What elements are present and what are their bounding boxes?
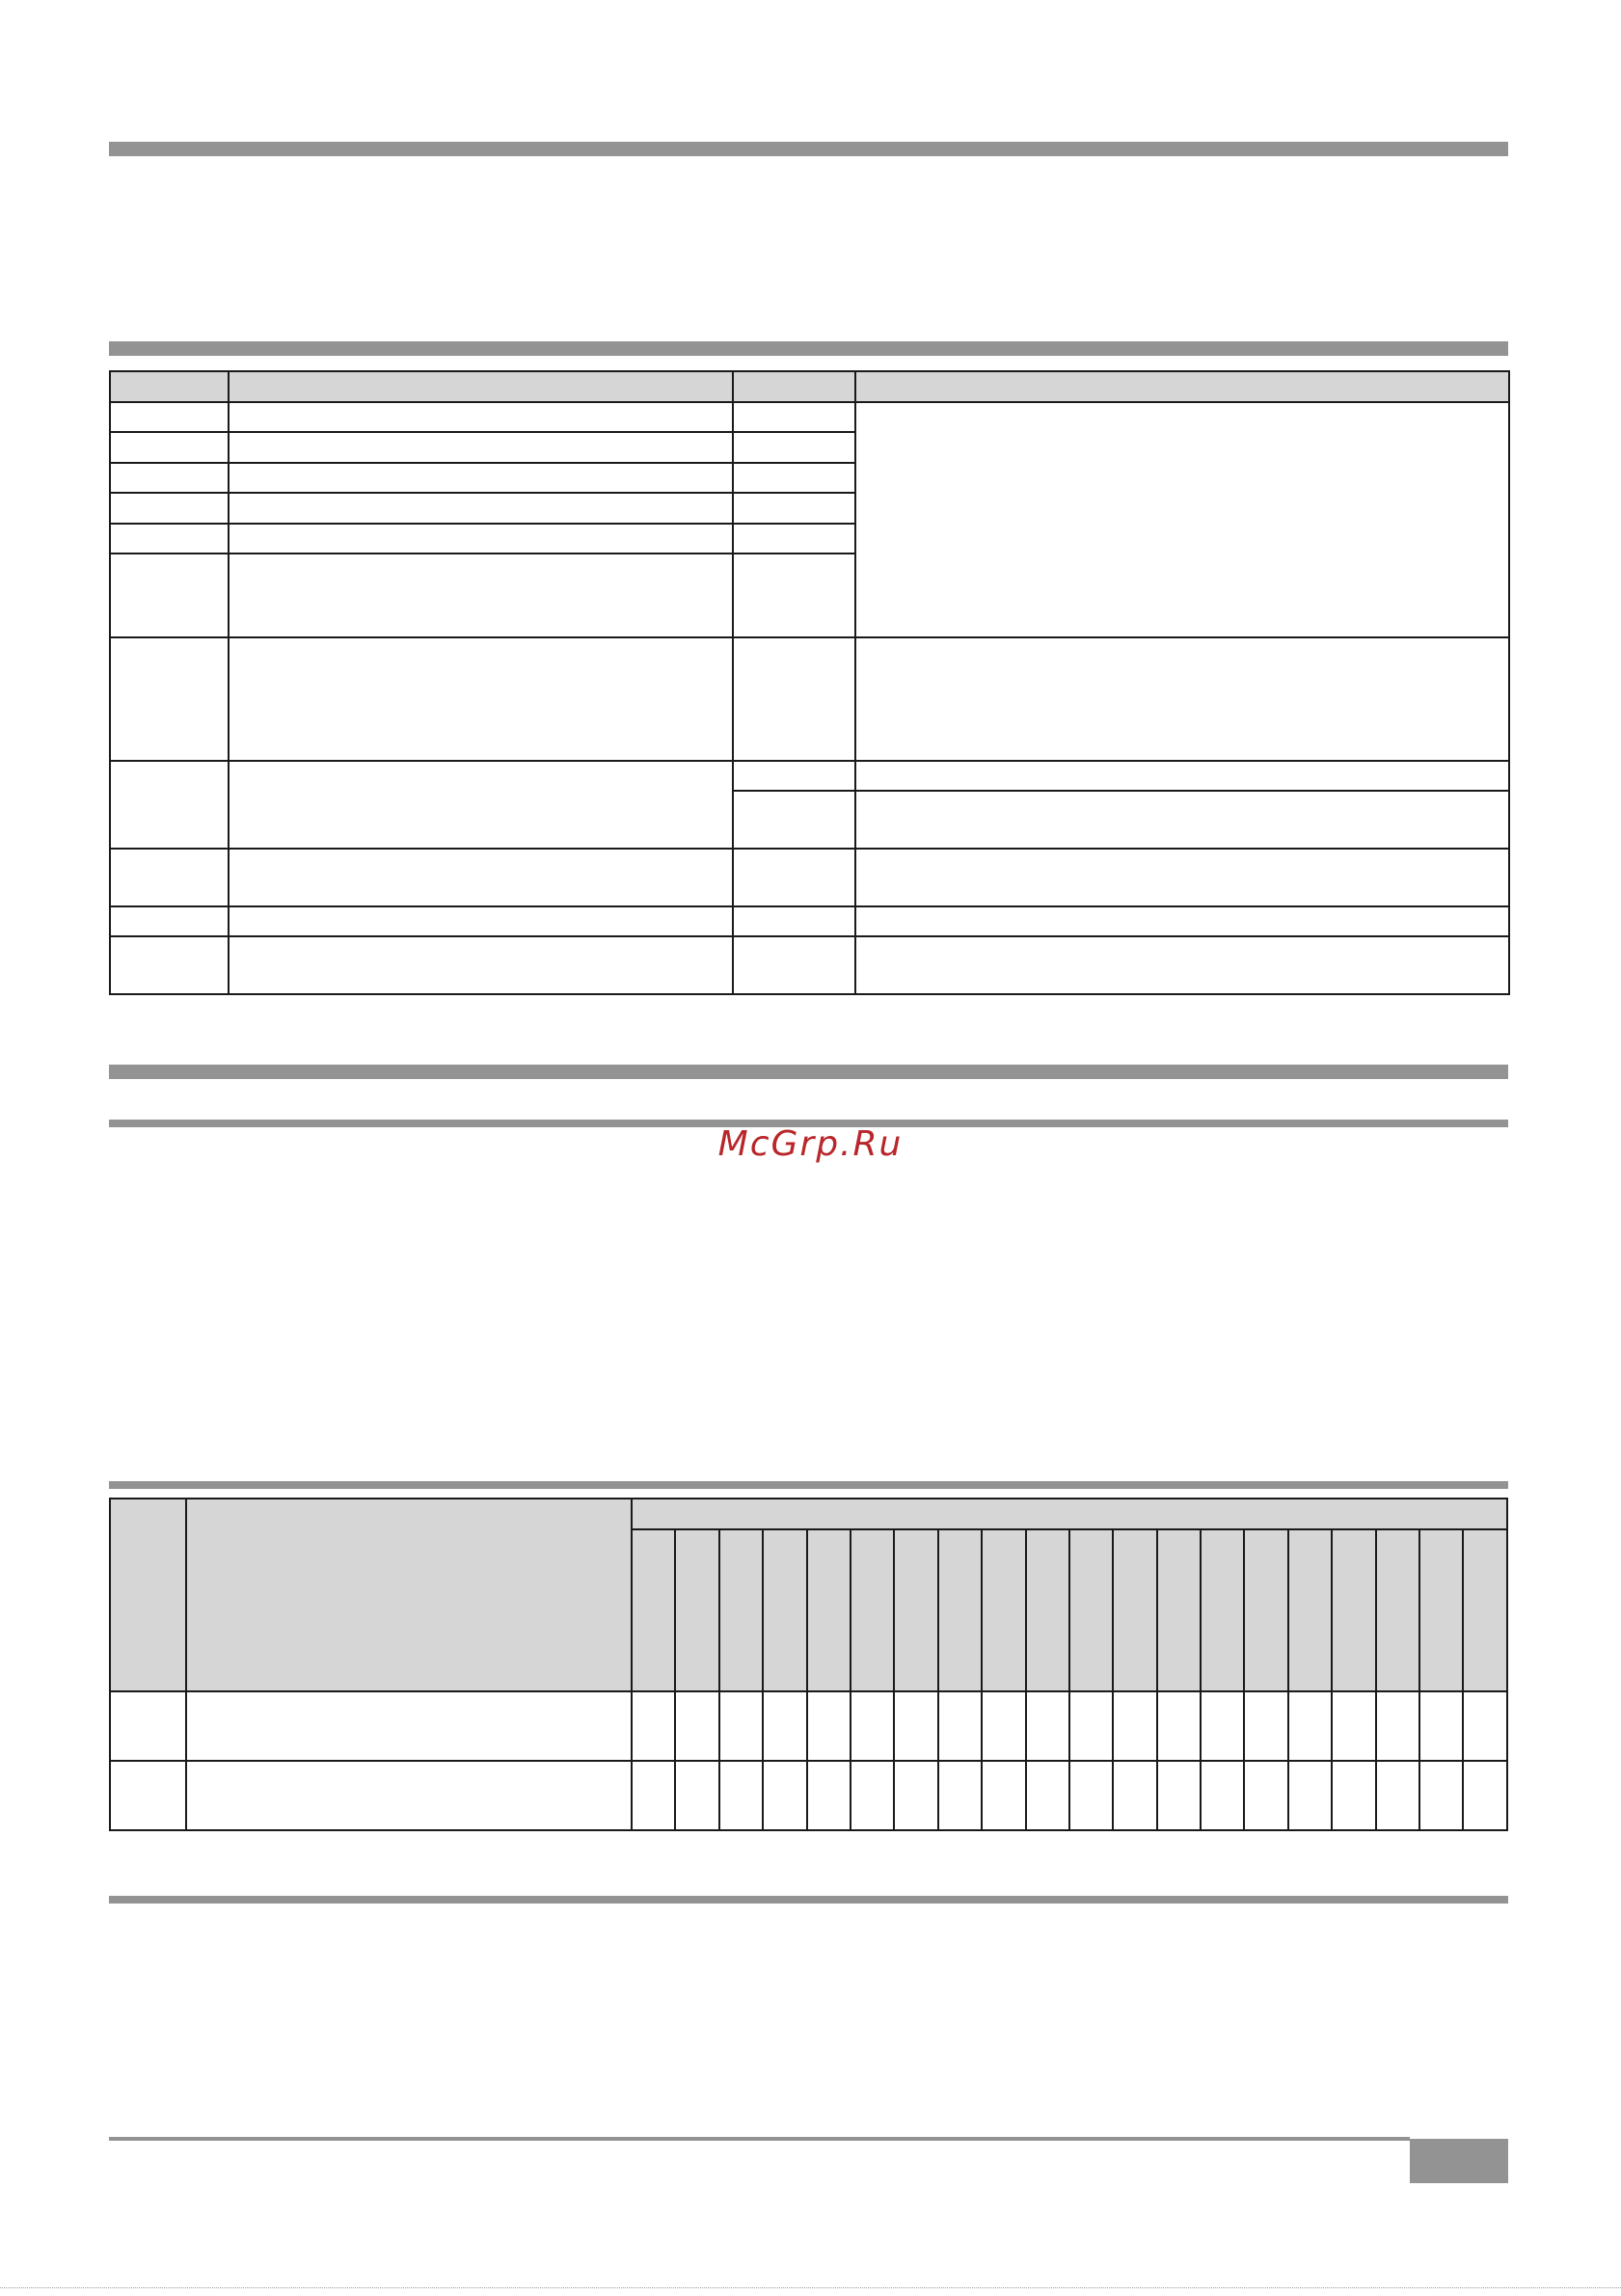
matrix-cell (807, 1691, 851, 1761)
table-cell (229, 493, 733, 524)
table-cell (229, 849, 733, 906)
header-cell (733, 371, 855, 402)
table-header-row (110, 371, 1509, 402)
matrix-cell (1376, 1691, 1419, 1761)
header-cell (855, 371, 1509, 402)
table-row (110, 849, 1509, 906)
matrix-cell (1463, 1691, 1507, 1761)
table-cell (110, 637, 229, 761)
section-rule-2 (109, 1065, 1508, 1079)
column-header-cell (632, 1529, 675, 1691)
matrix-cell (851, 1691, 894, 1761)
column-header-cell (1463, 1529, 1507, 1691)
spec-table (109, 370, 1510, 995)
column-header-cell (1026, 1529, 1069, 1691)
matrix-cell (1069, 1691, 1113, 1761)
matrix-cell (982, 1691, 1025, 1761)
table-cell (855, 791, 1509, 849)
table-cell (110, 1691, 186, 1761)
table-cell (229, 463, 733, 493)
table-cell (733, 936, 855, 994)
table-cell (733, 791, 855, 849)
column-header-cell (1113, 1529, 1156, 1691)
matrix-cell (938, 1761, 982, 1830)
table-cell (733, 493, 855, 524)
table-cell (733, 761, 855, 791)
column-header-cell (1288, 1529, 1332, 1691)
table-cell (855, 936, 1509, 994)
top-rule (109, 142, 1508, 156)
column-header-cell (1244, 1529, 1287, 1691)
header-cell (229, 371, 733, 402)
table-cell (110, 936, 229, 994)
column-header-cell (1376, 1529, 1419, 1691)
section-rule-1 (109, 341, 1508, 356)
column-header-cell (982, 1529, 1025, 1691)
section-rule-4 (109, 1481, 1508, 1489)
column-header-cell (938, 1529, 982, 1691)
table-cell (110, 524, 229, 554)
table-cell (733, 849, 855, 906)
matrix-cell (1419, 1761, 1463, 1830)
matrix-cell (1332, 1691, 1375, 1761)
table-cell (733, 637, 855, 761)
table-cell (855, 906, 1509, 936)
header-cell (110, 371, 229, 402)
table-cell (110, 906, 229, 936)
matrix-cell (894, 1691, 937, 1761)
table-cell (855, 761, 1509, 791)
matrix-cell (1157, 1761, 1201, 1830)
table-cell (855, 849, 1509, 906)
group-header-cell (632, 1499, 1507, 1529)
table-cell (110, 554, 229, 637)
matrix-cell (675, 1761, 718, 1830)
matrix-cell (1244, 1691, 1287, 1761)
table-row (110, 1691, 1507, 1761)
matrix-cell (675, 1691, 718, 1761)
table-cell (733, 402, 855, 432)
page-number-tab (1410, 2139, 1508, 2183)
column-header-cell (1157, 1529, 1201, 1691)
table-cell (110, 761, 229, 849)
column-header-cell (719, 1529, 763, 1691)
table-cell (110, 1761, 186, 1830)
matrix-cell (1376, 1761, 1419, 1830)
table-cell (229, 906, 733, 936)
scan-edge (0, 2287, 1621, 2291)
matrix-cell (1288, 1761, 1332, 1830)
matrix-cell (807, 1761, 851, 1830)
table-cell (229, 524, 733, 554)
matrix-cell (1201, 1691, 1244, 1761)
table-cell (186, 1691, 632, 1761)
section-rule-5 (109, 1896, 1508, 1904)
matrix-cell (1288, 1691, 1332, 1761)
matrix-cell (719, 1761, 763, 1830)
footer-rule (109, 2137, 1410, 2141)
table-cell (733, 906, 855, 936)
watermark: McGrp.Ru (717, 1124, 904, 1164)
matrix-cell (1113, 1761, 1156, 1830)
header-cell (110, 1499, 186, 1691)
table-cell (733, 463, 855, 493)
column-header-cell (675, 1529, 718, 1691)
column-header-cell (1419, 1529, 1463, 1691)
table-row (110, 936, 1509, 994)
column-header-cell (807, 1529, 851, 1691)
table-row (110, 637, 1509, 761)
column-header-cell (763, 1529, 806, 1691)
column-header-cell (894, 1529, 937, 1691)
matrix-cell (1026, 1761, 1069, 1830)
matrix-cell (982, 1761, 1025, 1830)
matrix-cell (1332, 1761, 1375, 1830)
table-cell (229, 402, 733, 432)
column-header-cell (1201, 1529, 1244, 1691)
matrix-cell (763, 1691, 806, 1761)
table-cell (110, 493, 229, 524)
table-cell (733, 524, 855, 554)
table-cell (229, 761, 733, 849)
table-cell (110, 402, 229, 432)
table-cell (229, 432, 733, 463)
table-cell (110, 432, 229, 463)
matrix-table (109, 1498, 1508, 1831)
matrix-header-row (110, 1499, 1507, 1529)
matrix-cell (1157, 1691, 1201, 1761)
column-header-cell (1332, 1529, 1375, 1691)
matrix-cell (1069, 1761, 1113, 1830)
table-cell (229, 637, 733, 761)
table-row (110, 402, 1509, 432)
table-cell (229, 936, 733, 994)
matrix-cell (632, 1691, 675, 1761)
column-header-cell (1069, 1529, 1113, 1691)
table-row (110, 1761, 1507, 1830)
matrix-cell (1244, 1761, 1287, 1830)
table-cell (229, 554, 733, 637)
table-cell (186, 1761, 632, 1830)
matrix-cell (1026, 1691, 1069, 1761)
table-cell (855, 637, 1509, 761)
header-cell (186, 1499, 632, 1691)
matrix-cell (1419, 1691, 1463, 1761)
matrix-cell (1201, 1761, 1244, 1830)
matrix-cell (938, 1691, 982, 1761)
table-row (110, 906, 1509, 936)
matrix-cell (763, 1761, 806, 1830)
table-cell (110, 849, 229, 906)
matrix-cell (1463, 1761, 1507, 1830)
table-row (110, 761, 1509, 791)
table-cell (855, 402, 1509, 637)
table-cell (733, 554, 855, 637)
matrix-cell (851, 1761, 894, 1830)
matrix-cell (719, 1691, 763, 1761)
table-cell (733, 432, 855, 463)
column-header-cell (851, 1529, 894, 1691)
matrix-cell (1113, 1691, 1156, 1761)
matrix-cell (894, 1761, 937, 1830)
matrix-cell (632, 1761, 675, 1830)
table-cell (110, 463, 229, 493)
